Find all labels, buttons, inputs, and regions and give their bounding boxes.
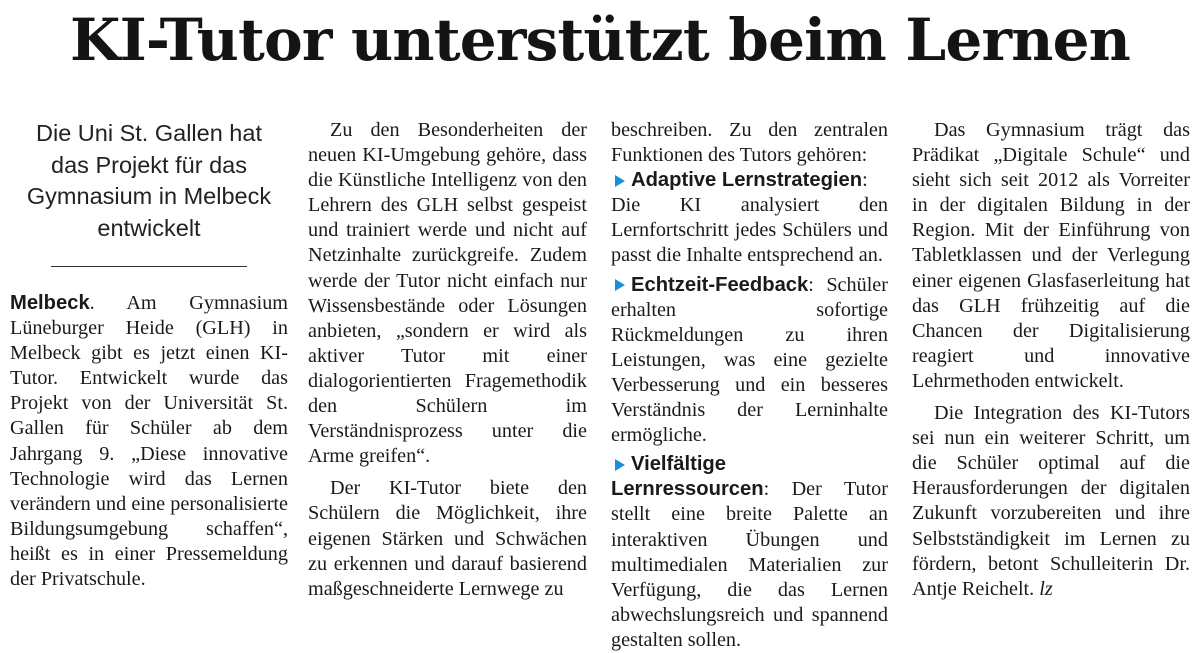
feature-item: Echtzeit-Feedback: Schüler erhalten sofortige Rückmeldungen zu ihren Leistungen, was eine gezielte Verbesserung und ein besseres Verständnis der Lerninhalte ermögliche.: [611, 273, 888, 447]
column-1: [10, 118, 288, 591]
feature-text: Schüler erhalten sofortige Rückmeldungen zu ihren Leistungen, was eine gezielte Verbesserung und ein besseres Verständnis der Lerninhalte ermögliche.: [611, 273, 888, 447]
triangle-bullet-icon: [615, 175, 625, 187]
lead-paragraph: [10, 291, 288, 592]
paragraph-text: Die Integration des KI-Tutors sei nun ein weiterer Schritt, um die Schüler optimal auf die Herausforderungen der digitalen Zukunft vorzubereiten und ihre Selbstständigkeit im Lernen zu fördern, betont Schulleiterin Dr. Antje Reichelt.: [912, 402, 1190, 600]
triangle-bullet-icon: [615, 459, 625, 471]
column-3: [611, 118, 888, 651]
feature-text: Die KI analysiert den Lernfortschritt jedes Schülers und passt die Inhalte entsprechend an.: [611, 194, 888, 267]
feature-title: Echtzeit-Feedback: [631, 273, 809, 296]
author-initials: lz: [1039, 577, 1053, 600]
paragraph: Der KI-Tutor biete den Schülern die Möglichkeit, ihre eigenen Stärken und Schwächen zu erkennen und darauf basierend maßgeschneiderte Lernwege zu: [308, 477, 587, 600]
feature-item: Vielfältige Lernressourcen: Der Tutor stellt eine breite Palette an interaktiven Übungen und multimedialen Materialien zur Verfügung, die das Lernen abwechslungsreich und spannend gestalten sollen.: [611, 453, 888, 651]
column-4: [912, 118, 1190, 600]
article-headline: KI-Tutor unterstützt beim Lernen: [69, 6, 1131, 74]
subheadline-divider: [51, 266, 247, 267]
feature-item: Adaptive Lernstrategien: Die KI analysiert den Lernfortschritt jedes Schülers und passt die Inhalte entsprechend an.: [611, 169, 888, 267]
feature-title: Vielfältige Lernressourcen: [611, 453, 764, 501]
feature-title: Adaptive Lernstrategien: [631, 169, 863, 192]
column-2: [308, 118, 587, 600]
paragraph: [912, 401, 1190, 602]
lead-text: . Am Gymnasium Lüneburger Heide (GLH) in Melbeck gibt es jetzt einen KI-Tutor. Entwickelt wurde das Projekt von der Universität St. Gallen für Schüler ab dem Jahrgang 9. „Diese innovative Technologie wird das Lernen verändern und eine personalisierte Bildungsumgebung schaffen“, heißt es in einer Pressemeldung der Privatschule.: [10, 292, 288, 591]
feature-text: Der Tutor stellt eine breite Palette an interaktiven Übungen und multimedialen Materialien zur Verfügung, die das Lernen abwechslungsreich und spannend gestalten sollen.: [611, 478, 888, 651]
paragraph: beschreiben. Zu den zentralen Funktionen des Tutors gehören:: [611, 119, 888, 167]
dateline: Melbeck: [10, 292, 90, 314]
paragraph: Zu den Besonderheiten der neuen KI-Umgebung gehöre, dass die Künstliche Intelligenz von den Lehrern des GLH selbst gespeist und trainiert werde und nicht auf Netzinhalte zurückgreife. Zudem werde der Tutor nicht einfach nur Wissensbestände oder Lösungen anbieten, „sondern er wird als aktiver Tutor mit einer dialogorientierten Fragemethodik den Schülern im Verständnisprozess unter die Arme greifen“.: [308, 119, 587, 468]
article-subheadline: Die Uni St. Gallen hat das Projekt für das Gymnasium in Melbeck entwickelt: [26, 120, 272, 241]
paragraph: Das Gymnasium trägt das Prädikat „Digitale Schule“ und sieht sich seit 2012 als Vorreiter in der digitalen Bildung in der Region. Mit der Einführung von Tabletklassen und der Verlegung einer eigenen Glasfaserleitung hat das GLH frühzeitig auf die Chancen der Digitalisierung reagiert und innovative Lehrmethoden entwickelt.: [912, 119, 1190, 392]
triangle-bullet-icon: [615, 279, 625, 291]
